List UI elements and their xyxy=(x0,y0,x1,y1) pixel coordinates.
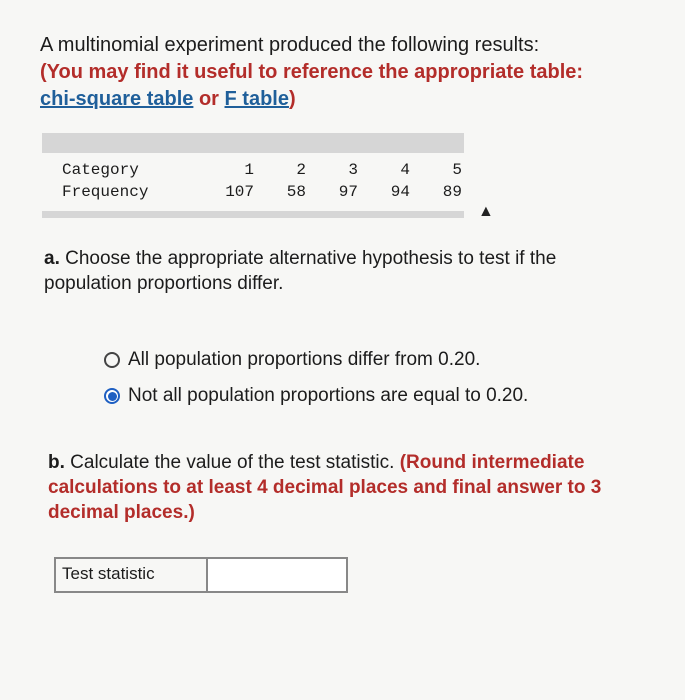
hypothesis-options xyxy=(104,342,528,414)
table-cell: 2 xyxy=(296,161,306,179)
table-row xyxy=(42,159,462,181)
table-cell: 3 xyxy=(348,161,358,179)
table-cell: 58 xyxy=(286,183,306,201)
answer-row xyxy=(54,557,348,593)
frequency-table xyxy=(42,133,464,218)
mouse-cursor-icon: ▲ xyxy=(478,203,494,220)
question-b xyxy=(48,450,648,525)
table-cell: 1 xyxy=(244,161,254,179)
radio-unselected-icon[interactable] xyxy=(104,352,120,368)
radio-selected-icon[interactable] xyxy=(104,388,120,404)
chi-square-table-link[interactable]: chi-square table xyxy=(40,88,194,110)
table-cell: 5 xyxy=(452,161,462,179)
answer-label: Test statistic xyxy=(56,559,206,589)
option-label[interactable]: Not all population proportions are equal to 0.20. xyxy=(128,385,529,406)
reference-or: or xyxy=(193,88,225,110)
row-label: Category xyxy=(62,161,139,179)
table-bottom-bar xyxy=(42,211,464,218)
option-all-differ[interactable] xyxy=(104,342,528,378)
option-not-all-equal[interactable] xyxy=(104,378,528,414)
table-row xyxy=(42,181,462,203)
table-top-bar xyxy=(42,133,464,153)
row-label: Frequency xyxy=(62,183,149,201)
table-cell: 97 xyxy=(338,183,358,201)
reference-note: (You may find it useful to reference the appropriate table: xyxy=(40,61,584,83)
table-cell: 107 xyxy=(225,183,254,201)
rounding-instruction: (Round intermediate calculations to at least 4 decimal places and final answer to 3 decimal places.) xyxy=(48,452,602,523)
f-table-link[interactable]: F table xyxy=(224,88,289,110)
problem-intro xyxy=(40,32,650,113)
intro-text: A multinomial experiment produced the following results: xyxy=(40,34,540,56)
test-statistic-input[interactable] xyxy=(206,559,346,591)
question-a-prefix: a. xyxy=(44,248,60,269)
question-b-text: Calculate the value of the test statistic. xyxy=(64,452,400,473)
table-cell: 94 xyxy=(390,183,410,201)
reference-close: ) xyxy=(288,88,296,110)
table-cell: 4 xyxy=(400,161,410,179)
table-cell: 89 xyxy=(442,183,462,201)
question-a xyxy=(44,246,644,296)
option-label[interactable]: All population proportions differ from 0.20. xyxy=(128,349,481,370)
question-a-text: Choose the appropriate alternative hypothesis to test if the population proportions differ. xyxy=(44,248,557,294)
question-b-prefix: b. xyxy=(48,452,65,473)
